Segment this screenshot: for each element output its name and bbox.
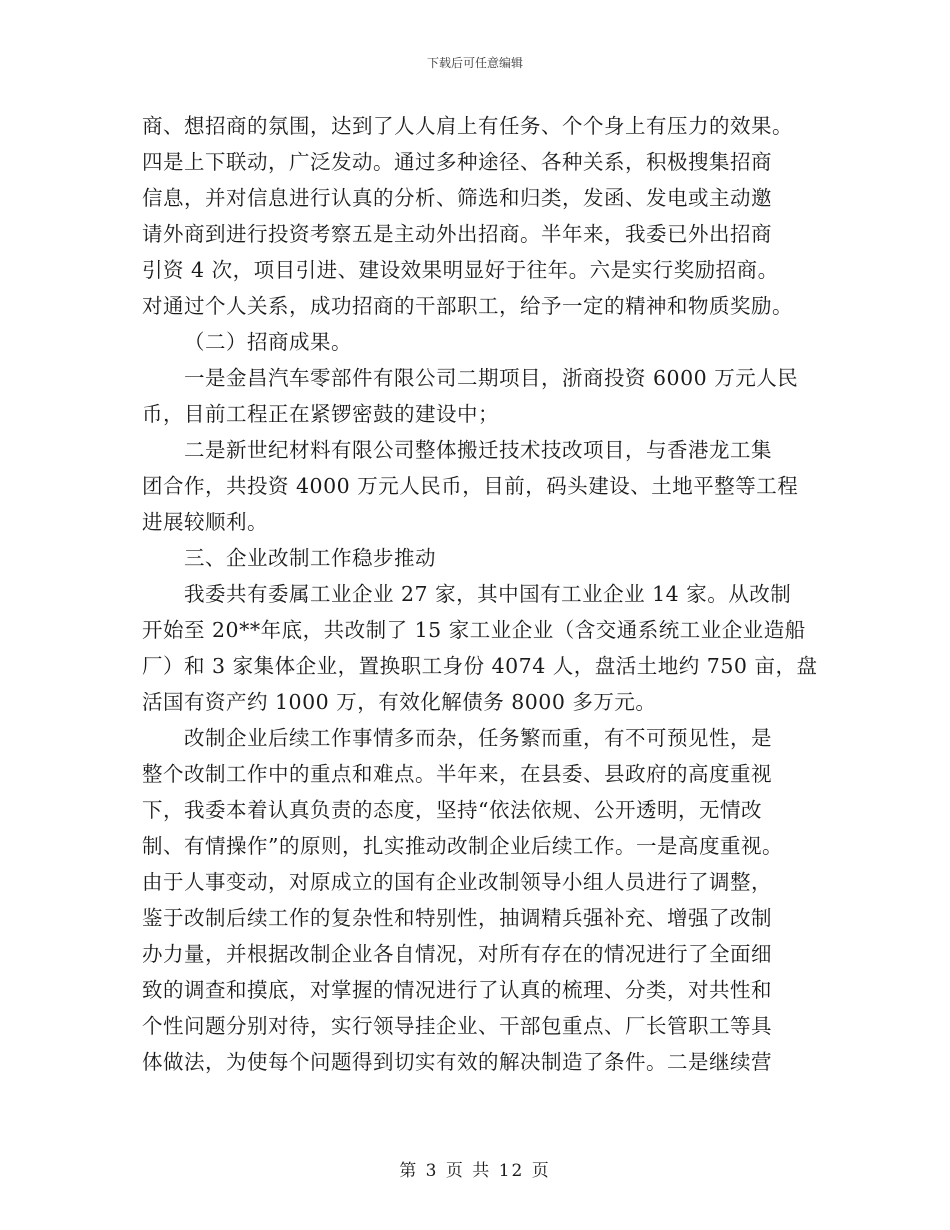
text-line: 引资 4 次，项目引进、建设效果明显好于往年。六是实行奖励招商。 — [142, 258, 779, 282]
text-line: 四是上下联动，广泛发动。通过多种途径、各种关系，积极搜集招商 — [142, 150, 772, 174]
text-line: 制、有情操作”的原则，扎实推动改制企业后续工作。一是高度重视。 — [142, 834, 783, 858]
text-line: 进展较顺利。 — [142, 510, 268, 534]
text-line: 二是新世纪材料有限公司整体搬迁技术技改项目，与香港龙工集 — [184, 438, 772, 462]
text-line: 整个改制工作中的重点和难点。半年来，在县委、县政府的高度重视 — [142, 762, 772, 786]
text-line: 体做法，为使每个问题得到切实有效的解决制造了条件。二是继续营 — [142, 1050, 772, 1074]
text-line: 鉴于改制后续工作的复杂性和特别性，抽调精兵强补充、增强了改制 — [142, 906, 772, 930]
text-line: 对通过个人关系，成功招商的干部职工，给予一定的精神和物质奖励。 — [142, 294, 793, 318]
page-header: 下载后可任意编辑 — [426, 56, 523, 70]
text-line: 下，我委本着认真负责的态度，坚持“依法依规、公开透明，无情改 — [142, 798, 762, 822]
body-text — [142, 108, 818, 1080]
text-line: 厂）和 3 家集体企业，置换职工身份 4074 人，盘活土地约 750 亩，盘 — [142, 654, 818, 678]
text-line: 团合作，共投资 4000 万元人民币，目前，码头建设、土地平整等工程 — [142, 474, 799, 498]
page-footer: 第 3 页 共 12 页 — [399, 1161, 551, 1181]
text-line: 我委共有委属工业企业 27 家，其中国有工业企业 14 家。从改制 — [184, 582, 792, 606]
text-line: 致的调查和摸底，对掌握的情况进行了认真的梳理、分类，对共性和 — [142, 978, 772, 1002]
text-line: 一是金昌汽车零部件有限公司二期项目，浙商投资 6000 万元人民 — [184, 366, 799, 390]
text-line: 商、想招商的氛围，达到了人人肩上有任务、个个身上有压力的效果。 — [142, 114, 793, 138]
text-line: 活国有资产约 1000 万，有效化解债务 8000 多万元。 — [142, 690, 657, 714]
text-line: 由于人事变动，对原成立的国有企业改制领导小组人员进行了调整， — [142, 870, 772, 894]
text-line: 改制企业后续工作事情多而杂，任务繁而重，有不可预见性，是 — [184, 726, 772, 750]
text-line: 开始至 20**年底，共改制了 15 家工业企业（含交通系统工业企业造船 — [142, 618, 806, 642]
text-line: （二）招商成果。 — [184, 330, 352, 354]
text-line: 请外商到进行投资考察五是主动外出招商。半年来，我委已外出招商 — [142, 222, 772, 246]
text-line: 三、企业改制工作稳步推动 — [184, 546, 436, 570]
text-line: 信息，并对信息进行认真的分析、筛选和归类，发函、发电或主动邀 — [142, 186, 772, 210]
text-line: 币，目前工程正在紧锣密鼓的建设中； — [142, 402, 499, 426]
paragraph-lines — [142, 108, 818, 1080]
text-line: 办力量，并根据改制企业各自情况，对所有存在的情况进行了全面细 — [142, 942, 772, 966]
text-line: 个性问题分别对待，实行领导挂企业、干部包重点、厂长管职工等具 — [142, 1014, 772, 1038]
